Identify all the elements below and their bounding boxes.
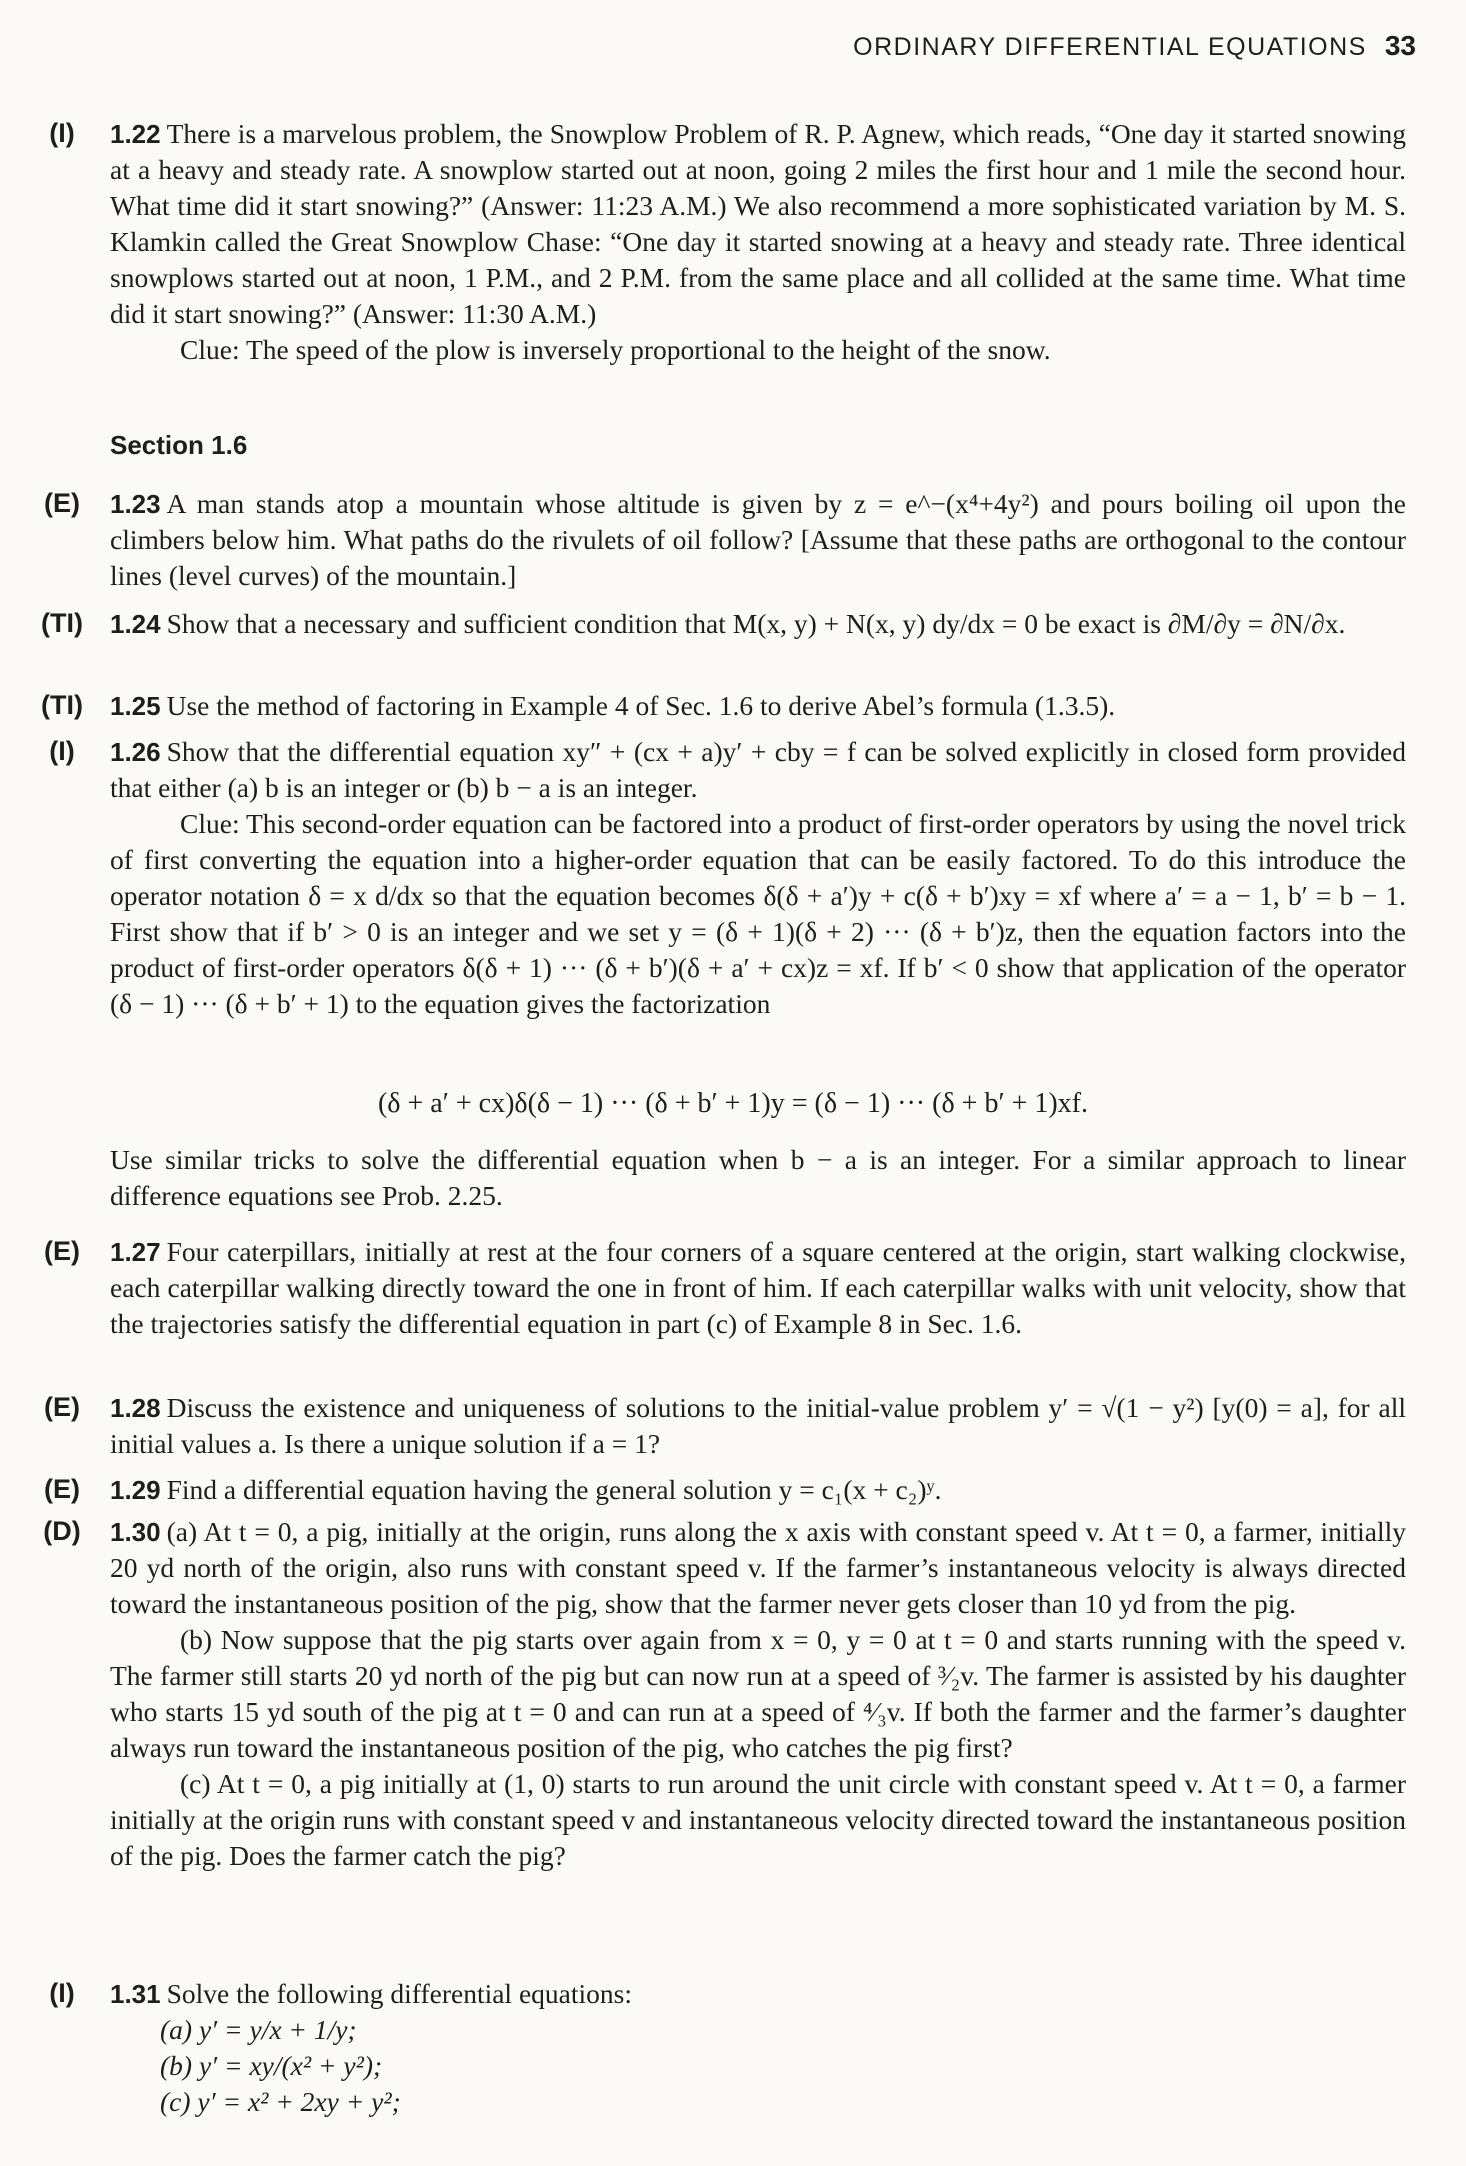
problem-text: Use the method of factoring in Example 4 of Sec. 1.6 to derive Abel’s formula (1.3.5). [166, 690, 1116, 721]
difficulty-tag: (E) [44, 1236, 80, 1266]
problem-text: Find a differential equation having the general solution y = c₁(x + c₂)ʸ. [166, 1474, 942, 1505]
problem-1-30 [110, 1514, 1406, 1874]
running-title: ORDINARY DIFFERENTIAL EQUATIONS [853, 33, 1367, 61]
problem-1-22 [110, 116, 1406, 368]
problem-clue: Clue: This second-order equation can be factored into a product of first-order operators by using the novel trick of first converting the equation into a higher-order equation that can be easily factored. To do this introduce the operator notation δ = x d/dx so that the equation becomes δ(δ + a′)y + c(δ + b′)xy = xf where a′ = a − 1, b′ = b − 1. First show that if b′ > 0 is an integer and we set y = (δ + 1)(δ + 2) ··· (δ + b′)z, then the equation factors into the product of first-order operators δ(δ + 1) ··· (δ + b′)(δ + a′ + cx)z = xf. If b′ < 0 show that application of the operator (δ − 1) ··· (δ + b′ + 1) to the equation gives the factorization [110, 808, 1406, 1019]
problem-text: A man stands atop a mountain whose altitude is given by z = e^−(x⁴+4y²) and pours boiling oil upon the climbers below him. What paths do the rivulets of oil follow? [Assume that these paths are orthogonal to the contour lines (level curves) of the mountain.] [110, 488, 1406, 591]
problem-1-27 [110, 1234, 1406, 1342]
problem-number: 1.28 [110, 1393, 161, 1423]
problem-number: 1.30 [110, 1517, 161, 1547]
difficulty-tag: (I) [49, 118, 75, 148]
problem-1-31 [110, 1976, 1406, 2120]
problem-text: Use similar tricks to solve the differential equation when b − a is an integer. For a similar approach to linear difference equations see Prob. 2.25. [110, 1144, 1406, 1211]
problem-number: 1.24 [110, 609, 161, 639]
problem-part-c: (c) At t = 0, a pig initially at (1, 0) starts to run around the unit circle with constant speed v. At t = 0, a farmer initially at the origin runs with constant speed v and instantaneous velocity directed toward the instantaneous position of the pig. Does the farmer catch the pig? [110, 1768, 1406, 1871]
problem-1-28 [110, 1390, 1406, 1462]
equation-item: (b) y′ = xy/(x² + y²); [160, 2050, 383, 2081]
problem-number: 1.22 [110, 119, 161, 149]
problem-text: Four caterpillars, initially at rest at the four corners of a square centered at the origin, start walking clockwise, each caterpillar walking directly toward the one in front of him. If each caterpillar walks with unit velocity, show that the trajectories satisfy the differential equation in part (c) of Example 8 in Sec. 1.6. [110, 1236, 1406, 1339]
equation-item: (a) y′ = y/x + 1/y; [160, 2014, 357, 2045]
problem-number: 1.31 [110, 1979, 161, 2009]
problem-number: 1.27 [110, 1237, 161, 1267]
section-heading: Section 1.6 [110, 430, 248, 460]
running-header [853, 30, 1416, 62]
problem-1-23 [110, 486, 1406, 594]
problem-text: There is a marvelous problem, the Snowplow Problem of R. P. Agnew, which reads, “One day it started snowing at a heavy and steady rate. A snowplow started out at noon, going 2 miles the first hour and 1 mile the second hour. What time did it start snowing?” (Answer: 11:23 A.M.) We also recommend a more sophisticated variation by M. S. Klamkin called the Great Snowplow Chase: “One day it started snowing at a heavy and steady rate. Three identical snowplows started out at noon, 1 P.M., and 2 P.M. from the same place and all collided at the same time. What time did it start snowing?” (Answer: 11:30 A.M.) [110, 118, 1406, 329]
problem-number: 1.29 [110, 1475, 161, 1505]
problem-1-26 [110, 734, 1406, 1022]
page-number: 33 [1384, 30, 1416, 61]
problem-number: 1.25 [110, 691, 161, 721]
problem-text: Show that a necessary and sufficient condition that M(x, y) + N(x, y) dy/dx = 0 be exact is ∂M/∂y = ∂N/∂x. [166, 608, 1346, 639]
problem-1-24 [110, 606, 1406, 642]
difficulty-tag: (E) [44, 488, 80, 518]
problem-clue: Clue: The speed of the plow is inversely proportional to the height of the snow. [180, 334, 1051, 365]
difficulty-tag: (TI) [41, 608, 83, 638]
problem-part-a: (a) At t = 0, a pig, initially at the origin, runs along the x axis with constant speed v. At t = 0, a farmer, initially 20 yd north of the origin, also runs with constant speed v. If the farmer’s instantaneous velocity is always directed toward the instantaneous position of the pig, show that the farmer never gets closer than 10 yd from the pig. [110, 1516, 1406, 1619]
difficulty-tag: (E) [44, 1474, 80, 1504]
difficulty-tag: (E) [44, 1392, 80, 1422]
problem-number: 1.26 [110, 737, 161, 767]
problem-part-b: (b) Now suppose that the pig starts over again from x = 0, y = 0 at t = 0 and starts running with the speed v. The farmer still starts 20 yd north of the pig but can now run at a speed of ³⁄₂v. The farmer is assisted by his daughter who starts 15 yd south of the pig at t = 0 and can run at a speed of ⁴⁄₃v. If both the farmer and the farmer’s daughter always run toward the instantaneous position of the pig, who catches the pig first? [110, 1624, 1406, 1763]
difficulty-tag: (D) [43, 1516, 81, 1546]
display-equation: (δ + a′ + cx)δ(δ − 1) ··· (δ + b′ + 1)y = (δ − 1) ··· (δ + b′ + 1)xf. [377, 1088, 1089, 1119]
problem-text: Show that the differential equation xy″ + (cx + a)y′ + cby = f can be solved explicitly in closed form provided that either (a) b is an integer or (b) b − a is an integer. [110, 736, 1406, 803]
equation-item: (c) y′ = x² + 2xy + y²; [160, 2086, 401, 2117]
problem-1-25 [110, 688, 1406, 724]
problem-text: Discuss the existence and uniqueness of solutions to the initial-value problem y′ = √(1 − y²) [y(0) = a], for all initial values a. Is there a unique solution if a = 1? [110, 1392, 1406, 1459]
problem-1-29 [110, 1472, 1406, 1508]
problem-1-26-continued [110, 1142, 1406, 1214]
difficulty-tag: (I) [49, 736, 75, 766]
difficulty-tag: (I) [49, 1978, 75, 2008]
problem-text: Solve the following differential equations: [166, 1978, 632, 2009]
difficulty-tag: (TI) [41, 690, 83, 720]
problem-number: 1.23 [110, 489, 161, 519]
